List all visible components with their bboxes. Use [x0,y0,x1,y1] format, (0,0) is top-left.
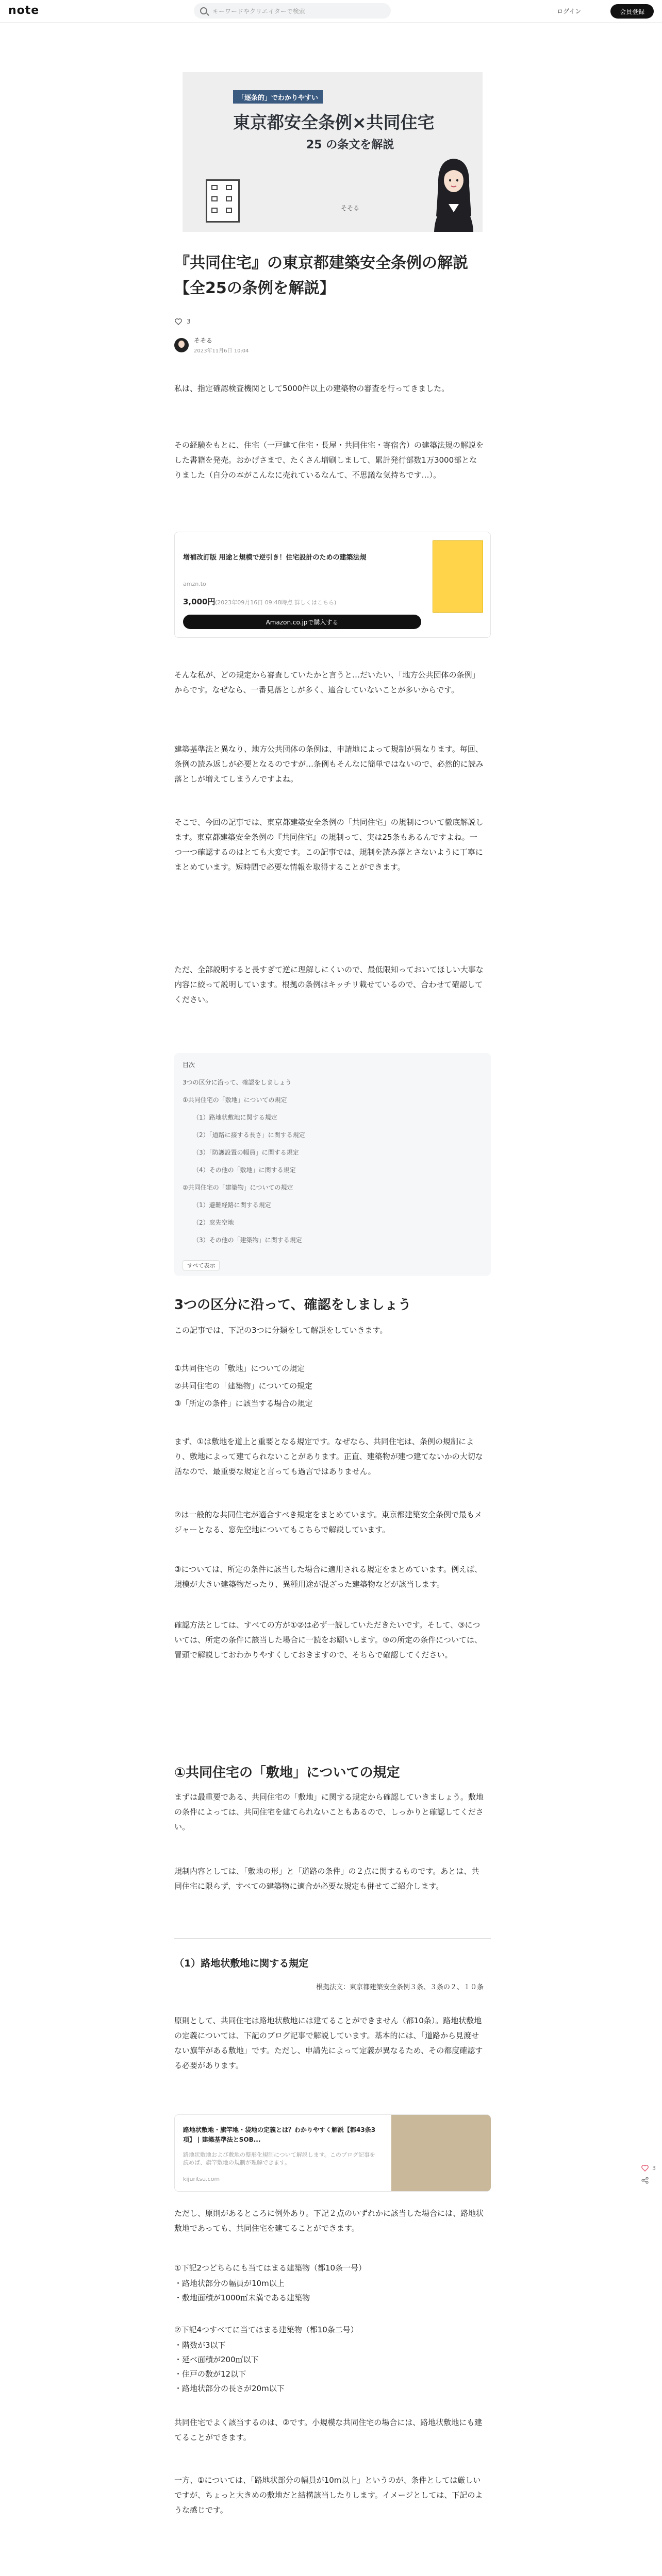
toc-item[interactable]: （4）その他の「敷地」に関する規定 [193,1166,296,1174]
paragraph: そんな私が、どの規定から審査していたかと言うと…だいたい、「地方公共団体の条例」からです。なぜなら、一番見落としが多く、適合していないことが多いからです。 [174,670,480,694]
like-count: 3 [187,318,191,325]
building-icon [206,179,240,223]
publish-date: 2023年11月6日 10:04 [194,348,249,354]
paragraph: ただし、原則があるところに例外あり。下記２点のいずれかに該当した場合には、路地状敷地であっても、共同住宅を建てることができます。 [174,2209,484,2233]
paragraph: ③については、所定の条件に該当した場合に適用される規定をまとめています。例えば、規模が大きい建築物だったり、異種用途が混ざった建築物などが該当します。 [174,1565,482,1589]
legal-reference: 根拠法文：東京都建築安全条例３条、３条の２、１０条 [316,1984,484,1991]
list-item: ・敷地面積が1000㎡未満である建築物 [174,2293,310,2302]
link-description: 路地状敷地および敷地の整形化規制について解説します。このブログ記事を読めば、旗竿敷地の規制が理解できます。 [183,2151,375,2166]
hero-subtitle: 25 の条文を解説 [306,139,394,151]
list-item: ②共同住宅の「建築物」についての規定 [174,1381,313,1391]
condition-heading: ①下記2つどちらにも当てはまる建築物（都10条一号） [174,2263,367,2273]
paragraph: まずは最重要である、共同住宅の「敷地」に関する規定から確認していきましょう。敷地の条件によっては、共同住宅を建てられないこともあるので、しっかりと確認してください。 [174,1792,484,1832]
book-meta: (2023年09月16日 09:48時点 詳しくはこちら) [215,599,337,606]
book-card[interactable] [174,532,491,638]
link-card[interactable] [174,2114,491,2192]
paragraph: その経験をもとに、住宅（一戸建て住宅・長屋・共同住宅・寄宿舎）の建築法規の解説をした書籍を発売。おかげさまで、たくさん増刷しまして、累計発行部数1万3000部となりました（自分の本がこんなに売れているなんて、不思議な気持ちです…）。 [174,440,484,480]
book-price: 3,000円 [183,597,216,606]
paragraph: 確認方法としては、すべての方が①②は必ず一読していただきたいです。そして、③については、所定の条件に該当した場合に一読をお願いします。③の所定の条件については、冒頭で解説しておわかりやすくしておきますので、そちらで確認してください。 [174,1620,482,1659]
heart-icon[interactable] [641,2164,649,2172]
divider [174,1938,491,1939]
author-name[interactable]: そそる [194,337,213,344]
search-input[interactable] [194,3,391,19]
toc-item[interactable]: ①共同住宅の「敷地」についての規定 [183,1096,287,1104]
avatar[interactable] [174,338,189,352]
login-link[interactable]: ログイン [557,8,582,15]
toc-show-all-button[interactable]: すべて表示 [183,1260,220,1270]
toc-item[interactable]: （1）避難経路に関する規定 [193,1201,271,1209]
section-heading: ①共同住宅の「敷地」についての規定 [174,1765,400,1781]
like-row [174,317,191,326]
list-item: ・路地状部分の幅員が10m以上 [174,2279,285,2288]
paragraph: ②は一般的な共同住宅が適合すべき規定をまとめています。東京都建築安全条例で最もメジャーとなる、窓先空地についてもこちらで解説しています。 [174,1510,482,1534]
toc-item[interactable]: （1）路地状敷地に関する規定 [193,1114,277,1121]
search-placeholder: キーワードやクリエイターで検索 [212,7,305,15]
table-of-contents [174,1053,491,1276]
side-like-count: 3 [652,2164,656,2172]
hero-author: そそる [341,205,360,212]
author-row[interactable] [174,336,249,354]
author-illustration [428,149,479,232]
side-like-button[interactable] [641,2164,656,2172]
article-title: 『共同住宅』の東京都建築安全条例の解説【全25の条例を解説】 [174,254,468,297]
hero-title: 東京都安全条例×共同住宅 [233,112,435,132]
paragraph: この記事では、下記の3つに分類をして解説をしていきます。 [174,1326,388,1335]
section-heading: 3つの区分に沿って、確認をしましょう [174,1297,411,1313]
list-item: ・路地状部分の長さが20m以下 [174,2384,285,2393]
paragraph: 規制内容としては、「敷地の形」と「道路の条件」の２点に関するものです。あとは、共同住宅に限らず、すべての建築物に適合が必要な規定も併せてご紹介します。 [174,1867,479,1891]
paragraph: 建築基準法と異なり、地方公共団体の条例は、申請地によって規制が異なります。毎回、条例の読み返しが必要となるのですが…条例もそんなに簡単ではないので、必然的に読み落としが増えてしまうんですよね。 [174,744,484,784]
hero-image [183,72,483,232]
list-item: ・住戸の数が12以下 [174,2369,246,2379]
list-item: ③「所定の条件」に該当する場合の規定 [174,1399,313,1408]
toc-item[interactable]: （3）「防護設置の幅員」に関する規定 [193,1149,299,1156]
signup-button[interactable]: 会員登録 [610,4,654,19]
toc-item[interactable]: （2）窓先空地 [193,1219,234,1226]
paragraph: 一方、①については、「路地状部分の幅員が10m以上」というのが、条件としては厳しいですが、ちょっと大きめの敷地だと結構該当したりします。イメージとしては、下記のような感じです。 [174,2476,483,2515]
link-domain: kijuritsu.com [183,2176,220,2182]
subsection-heading: （1）路地状敷地に関する規定 [174,1958,309,1969]
book-domain: amzn.to [183,581,206,587]
toc-heading[interactable]: 目次 [183,1061,195,1069]
site-header [0,0,662,23]
share-icon[interactable] [641,2176,649,2184]
paragraph: 私は、指定確認検査機関として5000件以上の建築物の審査を行ってきました。 [174,384,450,393]
link-title[interactable]: 路地状敷地・旗竿地・袋地の定義とは？わかりやすく解説【都43条3項】 | 建築基準法とSOB... [183,2126,376,2143]
list-item: ①共同住宅の「敷地」についての規定 [174,1364,305,1373]
paragraph: ただ、全部説明すると長すぎて逆に理解しにくいので、最低限知っておいてほしい大事な内容に絞って説明しています。根拠の条例はキッチリ載せているので、合わせて確認してください。 [174,965,484,1004]
list-item: ・延べ面積が200㎡以下 [174,2355,259,2364]
hero-tag: 「逐条的」でわかりやすい [233,90,323,104]
paragraph: まず、①は敷地を道上と重要となる規定です。なぜなら、共同住宅は、条例の規制により、敷地によって建てられないことがあります。正直、建築物が建つ建てないかの大切な話なので、最重要な規定と言っても過言ではありません。 [174,1437,483,1476]
book-cover-image[interactable] [433,540,483,613]
heart-icon[interactable] [174,317,183,326]
condition-heading: ②下記4つすべてに当てはまる建築物（都10条二号） [174,2325,358,2334]
paragraph: 原則として、共同住宅は路地状敷地には建てることができません（都10条）。路地状敷地の定義については、下記のブログ記事で解説しています。基本的には、「道路から見渡せない旗竿がある敷地」です。ただし、申請先によって定義が異なるため、その都度確認する必要があります。 [174,2016,483,2070]
search-icon [200,7,207,14]
toc-item[interactable]: （2）「道路に接する長さ」に関する規定 [193,1131,305,1139]
toc-item[interactable]: （3）その他の「建築物」に関する規定 [193,1236,302,1244]
note-logo[interactable]: note [8,4,40,17]
toc-item[interactable]: 3つの区分に沿って、確認をしましょう [183,1079,292,1086]
book-title[interactable]: 増補改訂版 用途と規模で逆引き！住宅設計のための建築法規 [183,554,367,562]
paragraph: そこで、今回の記事では、東京都建築安全条例の「共同住宅」の規制について徹底解説します。東京都建築安全条例の『共同住宅』の規制って、実は25条もあるんですよね。一つ一つ確認するのはとても大変です。この記事では、規制を読み落とさないように丁寧にまとめています。短時間で必要な情報を取得することができます。 [174,818,484,872]
side-action-bar [641,2164,656,2184]
paragraph: 共同住宅でよく該当するのは、②です。小規模な共同住宅の場合には、路地状敷地にも建てることができます。 [174,2418,483,2442]
toc-item[interactable]: ②共同住宅の「建築物」についての規定 [183,1184,293,1191]
amazon-button[interactable]: Amazon.co.jpで購入する [183,615,421,629]
list-item: ・階数が3以下 [174,2341,226,2350]
link-thumbnail[interactable] [391,2115,491,2191]
